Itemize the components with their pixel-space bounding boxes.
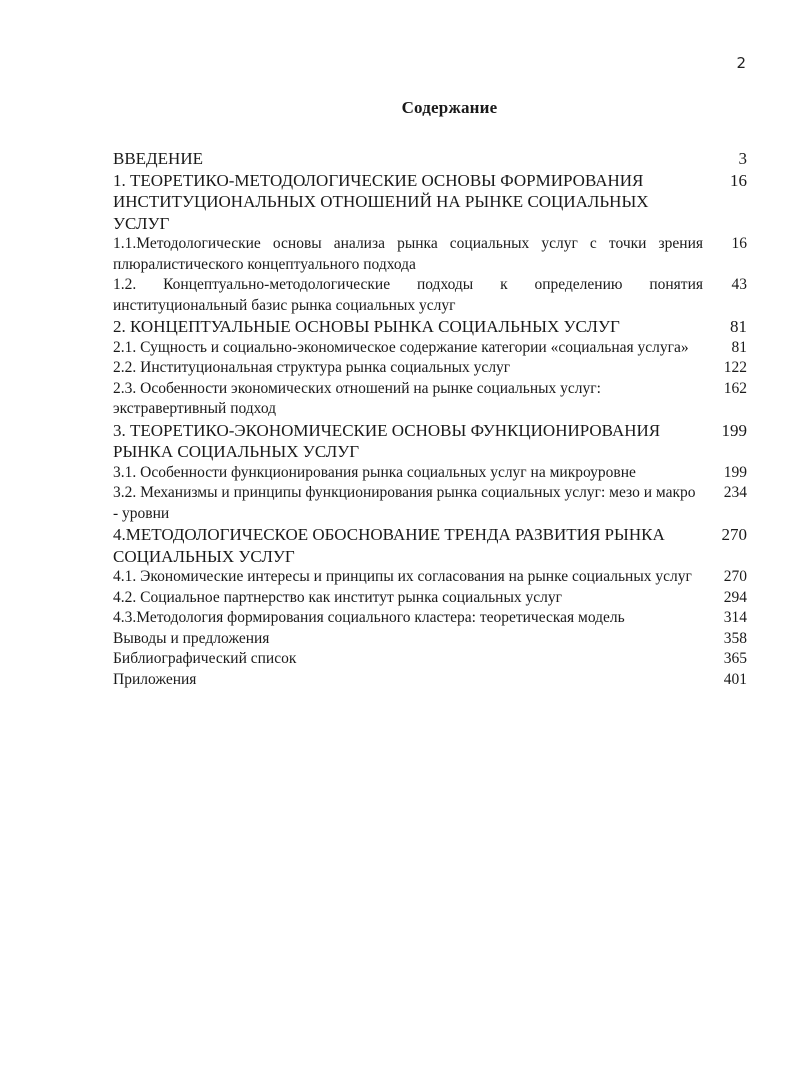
toc-entry-title: 2.2. Институциональная структура рынка социальных услуг	[113, 359, 511, 376]
toc-entry-title: 2. КОНЦЕПТУАЛЬНЫЕ ОСНОВЫ РЫНКА СОЦИАЛЬНЫХ УСЛУГ	[113, 317, 620, 336]
toc-entry-title: 1.2. Концептуально-методологические подходы к определению понятия институциональный базис рынка социальных услуг	[113, 276, 703, 314]
toc-entry-section-4-1	[113, 567, 747, 588]
toc-entry-chapter-2	[113, 316, 747, 338]
toc-entry-page: 365	[723, 650, 747, 667]
toc-entry-section-2-3	[113, 379, 747, 420]
toc-entry-title: 2.1. Сущность и социально-экономическое содержание категории «социальная услуга»	[113, 338, 689, 356]
toc-entry-page: 270	[723, 568, 747, 585]
toc-entry-page: 81	[730, 317, 747, 336]
toc-entry-page: 234	[723, 484, 747, 501]
toc-entry-page: 16	[731, 235, 747, 252]
toc-entry-title: 4.3.Методология формирования социального кластера: теоретическая модель	[113, 609, 625, 626]
toc-entry-page: 199	[721, 420, 747, 440]
toc-entry-page: 401	[723, 670, 747, 688]
table-of-contents	[113, 148, 747, 690]
toc-entry-bibliography	[113, 649, 747, 670]
toc-entry-title: 3. ТЕОРЕТИКО-ЭКОНОМИЧЕСКИЕ ОСНОВЫ ФУНКЦИОНИРОВАНИЯ РЫНКА СОЦИАЛЬНЫХ УСЛУГ	[113, 420, 661, 461]
toc-entry-page: 122	[723, 359, 747, 376]
toc-entry-page: 162	[723, 379, 747, 397]
toc-entry-page: 43	[731, 276, 747, 293]
toc-entry-conclusions	[113, 629, 747, 650]
toc-entry-title: 1. ТЕОРЕТИКО-МЕТОДОЛОГИЧЕСКИЕ ОСНОВЫ ФОРМИРОВАНИЯ ИНСТИТУЦИОНАЛЬНЫХ ОТНОШЕНИЙ НА РЫНКЕ СОЦИАЛЬНЫХ УСЛУГ	[113, 170, 649, 233]
toc-entry-section-1-1	[113, 234, 747, 275]
toc-entry-page: 270	[721, 525, 747, 544]
toc-entry-chapter-1	[113, 170, 747, 235]
toc-entry-title: 3.1. Особенности функционирования рынка социальных услуг на микроуровне	[113, 463, 636, 481]
toc-entry-title: 4.2. Социальное партнерство как институт рынка социальных услуг	[113, 588, 562, 606]
toc-entry-page: 294	[723, 588, 747, 606]
toc-entry-title: ВВЕДЕНИЕ	[113, 149, 203, 168]
toc-entry-section-3-1	[113, 463, 747, 484]
toc-entry-section-1-2	[113, 275, 747, 316]
toc-entry-chapter-3	[113, 420, 747, 463]
toc-entry-page: 16	[730, 170, 747, 190]
toc-entry-page: 81	[731, 338, 747, 356]
toc-entry-title: 2.3. Особенности экономических отношений на рынке социальных услуг: экстравертивный подход	[113, 379, 601, 417]
toc-entry-page: 358	[723, 629, 747, 647]
toc-entry-page: 199	[723, 463, 747, 481]
toc-entry-appendices	[113, 670, 747, 691]
toc-entry-section-2-1	[113, 338, 747, 359]
toc-entry-title: 4.МЕТОДОЛОГИЧЕСКОЕ ОБОСНОВАНИЕ ТРЕНДА РАЗВИТИЯ РЫНКА СОЦИАЛЬНЫХ УСЛУГ	[113, 525, 665, 566]
toc-entry-section-4-3	[113, 608, 747, 629]
toc-heading: Содержание	[401, 98, 498, 117]
toc-entry-chapter-4	[113, 524, 747, 567]
toc-entry-title: 4.1. Экономические интересы и принципы их согласования на рынке социальных услуг	[113, 568, 692, 585]
toc-entry-introduction	[113, 148, 747, 170]
page-number: 2	[736, 54, 746, 72]
toc-entry-page: 314	[723, 609, 747, 626]
toc-entry-section-4-2	[113, 588, 747, 609]
toc-entry-section-2-2	[113, 358, 747, 379]
toc-entry-section-3-2	[113, 483, 747, 524]
toc-entry-title: Библиографический список	[113, 650, 297, 667]
toc-entry-page: 3	[738, 149, 747, 168]
toc-entry-title: 1.1.Методологические основы анализа рынка социальных услуг с точки зрения плюралистического концептуального подхода	[113, 235, 703, 273]
toc-entry-title: 3.2. Механизмы и принципы функционирования рынка социальных услуг: мезо и макро - уровни	[113, 484, 696, 522]
toc-entry-title: Выводы и предложения	[113, 629, 270, 647]
toc-entry-title: Приложения	[113, 670, 197, 688]
